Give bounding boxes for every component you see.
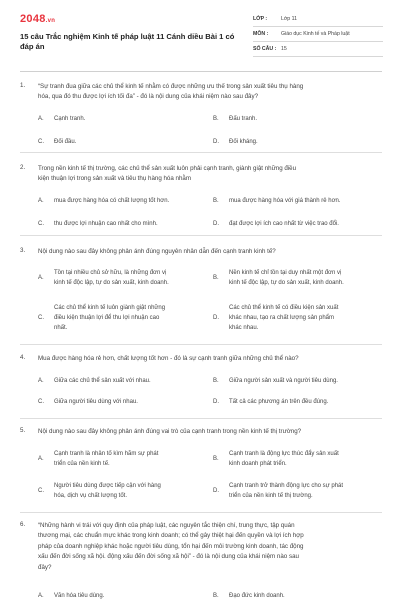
option-text: Đối đầu.	[54, 139, 77, 145]
option-letter: A.	[38, 198, 44, 204]
option-letter: D.	[213, 221, 219, 227]
option-text: Cạnh tranh.	[54, 116, 86, 122]
option-text: mua được hàng hóa với giá thành rẻ hơn.	[229, 198, 341, 204]
option-text	[54, 303, 165, 333]
option-letter: B.	[213, 116, 219, 122]
question-line: Mua được hàng hóa rẻ hơn, chất lượng tốt hơn - đó là sự cạnh tranh giữa những chủ thể nào?	[38, 355, 299, 362]
option-letter: B.	[213, 593, 219, 599]
option-text	[229, 268, 344, 288]
option-line: Nền kinh tế chỉ tồn tại duy nhất một đơn vị	[229, 270, 342, 276]
option-letter: B.	[213, 456, 219, 462]
question-number: 4.	[20, 354, 26, 361]
option-line: triển của nền kinh tế thị trường.	[229, 493, 313, 499]
meta-row-subject	[253, 27, 383, 42]
option-letter: B.	[213, 275, 219, 281]
question-line: Nội dung nào sau đây không phản ánh đúng nguyên nhân dẫn đến cạnh tranh kinh tế?	[38, 248, 276, 255]
option-text	[229, 449, 339, 469]
option-c[interactable]	[38, 481, 210, 503]
meta-label: MÔN :	[253, 31, 269, 37]
meta-value: Giáo dục Kinh tế và Pháp luật	[281, 31, 350, 37]
question-text	[38, 354, 378, 364]
question-line: Trong nền kinh tế thị trường, các chủ thể sản xuất luôn phải cạnh tranh, giành giật những điều	[38, 165, 297, 172]
option-line: nhất.	[54, 325, 68, 331]
option-line: kinh tế độc lập, tự do sản xuất, kinh doanh.	[54, 280, 169, 286]
question-text	[38, 247, 378, 257]
option-line: Tồn tại nhiều chủ sở hữu, là những đơn vị	[54, 270, 167, 276]
option-c[interactable]	[38, 303, 210, 335]
logo-sub: .vn	[45, 18, 56, 24]
header-separator	[20, 71, 382, 72]
question-line: xấu đến đời sống xã hội. động xấu đến đời sống xã hội” - đó là nội dung của khái niệm nào sau	[38, 553, 299, 561]
question-divider	[20, 152, 382, 153]
question-line: pháp của doanh nghiệp khác hoặc người tiêu dùng, tổn hại đến môi trường kinh doanh, tác động	[38, 542, 304, 550]
option-text	[54, 268, 169, 288]
option-letter: C.	[38, 399, 44, 405]
option-text: Văn hóa tiêu dùng.	[54, 593, 105, 599]
option-a[interactable]	[38, 449, 210, 471]
question-line: “Những hành vi trái với quy định của pháp luật, các nguyên tắc thiện chí, trung thực, tập quán	[38, 522, 295, 529]
option-letter: B.	[213, 198, 219, 204]
meta-label: SỐ CÂU :	[253, 46, 277, 52]
option-text: Đấu tranh.	[229, 116, 258, 122]
option-line: kinh doanh phát triển.	[229, 461, 287, 467]
meta-row-count	[253, 42, 383, 57]
option-text	[229, 481, 343, 501]
question-line: kiện thuận lợi trong sản xuất và tiêu thụ hàng hóa nhằm	[38, 175, 192, 182]
option-text: Giữa các chủ thể sản xuất với nhau.	[54, 378, 151, 384]
document-title: 15 câu Trắc nghiệm Kinh tế pháp luật 11 Cánh diều Bài 1 có đáp án	[20, 32, 235, 51]
option-line: khác nhau.	[229, 325, 259, 331]
option-b[interactable]	[213, 449, 382, 471]
question-text	[38, 164, 378, 184]
option-letter: D.	[213, 315, 219, 321]
option-letter: C.	[38, 221, 44, 227]
option-letter: A.	[38, 378, 44, 384]
option-letter: D.	[213, 399, 219, 405]
option-text: Giữa người sản xuất và người tiêu dùng.	[229, 378, 338, 384]
option-text: thu được lợi nhuận cao nhất cho mình.	[54, 221, 158, 227]
meta-value: 15	[281, 46, 287, 52]
logo-main: 2048	[20, 13, 46, 25]
question-divider	[20, 344, 382, 345]
option-letter: D.	[213, 139, 219, 145]
site-logo[interactable]	[20, 13, 55, 25]
option-line: kinh tế độc lập, tự do sản xuất, kinh doanh.	[229, 280, 344, 286]
option-d[interactable]	[213, 481, 382, 503]
option-letter: C.	[38, 139, 44, 145]
option-letter: A.	[38, 116, 44, 122]
option-letter: A.	[38, 275, 44, 281]
question-text	[38, 82, 378, 102]
question-line: hóa, qua đó thu được lợi ích tối đa” - đó là nội dung của khái niệm nào sau đây?	[38, 93, 259, 100]
option-text	[54, 481, 161, 501]
question-divider	[20, 235, 382, 236]
option-a[interactable]	[38, 268, 210, 290]
option-line: điều kiện thuận lợi để thu lợi nhuận cao	[54, 315, 160, 321]
meta-table	[253, 12, 383, 57]
option-line: Người tiêu dùng được tiếp cận với hàng	[54, 483, 161, 489]
option-letter: D.	[213, 488, 219, 494]
option-letter: A.	[38, 456, 44, 462]
question-number: 2.	[20, 164, 26, 171]
option-line: Các chủ thể kinh tế luôn giành giật những	[54, 305, 166, 311]
option-text: Tất cả các phương án trên đều đúng.	[229, 399, 329, 405]
option-line: triển của nền kinh tế.	[54, 461, 110, 467]
option-letter: A.	[38, 593, 44, 599]
option-letter: C.	[38, 315, 44, 321]
question-text	[38, 427, 378, 437]
option-line: hóa, dịch vụ chất lượng tốt.	[54, 493, 127, 499]
question-number: 1.	[20, 82, 26, 89]
option-line: Cạnh tranh trở thành động lực cho sự phát	[229, 483, 344, 489]
question-number: 3.	[20, 247, 26, 254]
document-header	[0, 0, 400, 66]
question-line: Nội dung nào sau đây không phản ánh đúng vai trò của cạnh tranh trong nền kinh tế thị trường?	[38, 428, 302, 435]
question-number: 6.	[20, 521, 26, 528]
option-line: Cạnh tranh là động lực thúc đẩy sản xuất	[229, 451, 339, 457]
option-text: mua được hàng hóa có chất lượng tốt hơn.	[54, 198, 170, 204]
option-text: đạt được lợi ích cao nhất từ việc trao đổi.	[229, 221, 339, 227]
option-line: Cạnh tranh là nhân tố kìm hãm sự phát	[54, 451, 159, 457]
option-d[interactable]	[213, 303, 382, 335]
question-number: 5.	[20, 427, 26, 434]
option-line: Các chủ thể kinh tế có điều kiện sản xuất	[229, 305, 339, 311]
question-divider	[20, 512, 382, 513]
question-text	[38, 521, 378, 573]
question-line: “Sự tranh đua giữa các chủ thể kinh tế nhằm có được những ưu thế trong sản xuất tiêu thụ hàng	[38, 83, 304, 90]
option-text: Giữa người tiêu dùng với nhau.	[54, 399, 138, 405]
option-text: Đối kháng.	[229, 139, 258, 145]
option-text: Đạo đức kinh doanh.	[229, 593, 285, 599]
meta-value: Lớp 11	[281, 16, 297, 22]
option-b[interactable]	[213, 268, 382, 290]
question-line: thương mại, các chuẩn mực khác trong kinh doanh; có thể gây thiệt hại đến quyền và lợi ích hợp	[38, 532, 304, 540]
meta-label: LỚP :	[253, 16, 268, 22]
question-line: đây?	[38, 563, 52, 571]
option-line: khác nhau, tạo ra chất lượng sản phẩm	[229, 315, 335, 321]
option-letter: C.	[38, 488, 44, 494]
meta-row-class	[253, 12, 383, 27]
option-text	[54, 449, 158, 469]
question-divider	[20, 418, 382, 419]
option-text	[229, 303, 338, 333]
option-letter: B.	[213, 378, 219, 384]
